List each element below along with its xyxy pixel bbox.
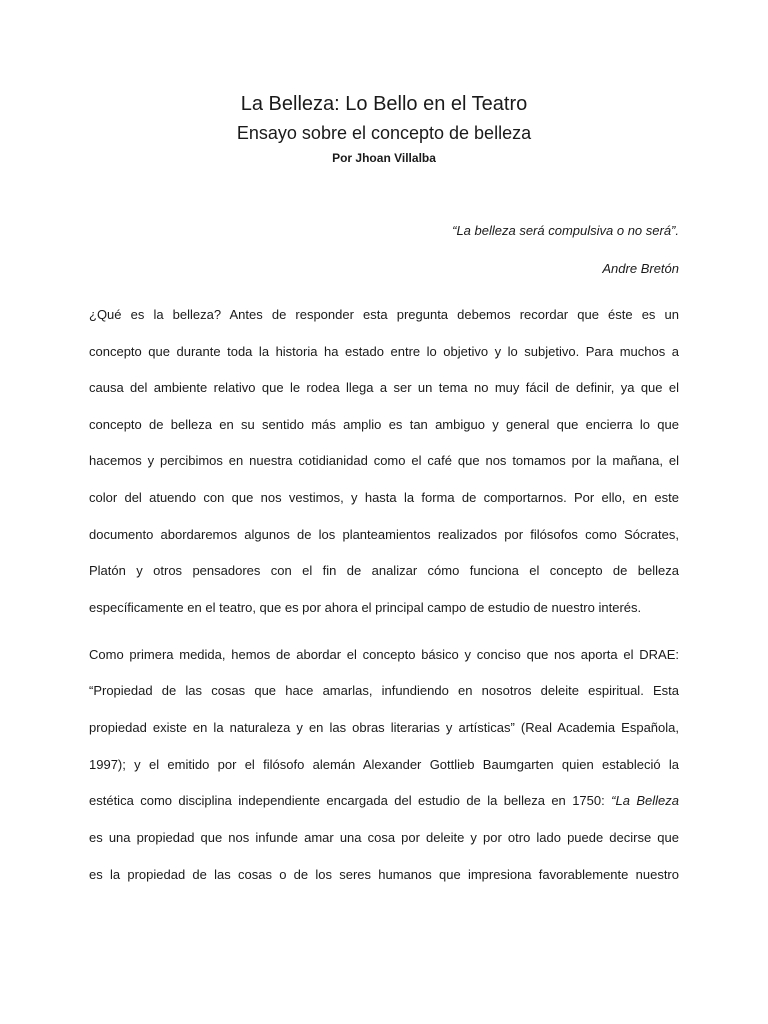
paragraph-2-line: propiedad existe en la naturaleza y en las obras literarias y artísticas” (Real Academia Española, <box>89 720 679 735</box>
epigraph-quote: “La belleza será compulsiva o no será”. <box>452 223 679 238</box>
paragraph-1-line: concepto de belleza en su sentido más amplio es tan ambiguo y general que encierra lo que <box>89 417 679 432</box>
paragraph-1-line: causa del ambiente relativo que le rodea llega a ser un tema no muy fácil de definir, ya que el <box>89 380 679 395</box>
paragraph-1-line: hacemos y percibimos en nuestra cotidianidad como el café que nos tomamos por la mañana, el <box>89 453 679 468</box>
paragraph-2-line: 1997); y el emitido por el filósofo alemán Alexander Gottlieb Baumgarten quien estableció la <box>89 757 679 772</box>
paragraph-2-line: “Propiedad de las cosas que hace amarlas, infundiendo en nosotros deleite espiritual. Esta <box>89 683 679 698</box>
document-author: Por Jhoan Villalba <box>332 151 436 165</box>
paragraph-1-line: ¿Qué es la belleza? Antes de responder esta pregunta debemos recordar que éste es un <box>89 307 679 322</box>
epigraph-attribution: Andre Bretón <box>602 261 679 276</box>
paragraph-1-line: Platón y otros pensadores con el fin de analizar cómo funciona el concepto de belleza <box>89 563 679 578</box>
paragraph-1-line: específicamente en el teatro, que es por ahora el principal campo de estudio de nuestro interés. <box>89 600 642 615</box>
paragraph-1-line: documento abordaremos algunos de los planteamientos realizados por filósofos como Sócrates, <box>89 527 679 542</box>
document-subtitle: Ensayo sobre el concepto de belleza <box>236 123 532 143</box>
paragraph-1-line: concepto que durante toda la historia ha estado entre lo objetivo y lo subjetivo. Para muchos a <box>89 344 679 359</box>
paragraph-2-line <box>89 792 679 810</box>
paragraph-2-line: Como primera medida, hemos de abordar el concepto básico y conciso que nos aporta el DRAE: <box>89 647 679 662</box>
paragraph-2-italic-line: es la propiedad de las cosas o de los seres humanos que impresiona favorablemente nuestro <box>89 867 679 882</box>
paragraph-1-line: color del atuendo con que nos vestimos, y hasta la forma de comportarnos. Por ello, en este <box>89 490 679 505</box>
paragraph-2-italic-line: es una propiedad que nos infunde amar una cosa por deleite y por otro lado puede decirse que <box>89 830 679 845</box>
document-title: La Belleza: Lo Bello en el Teatro <box>240 93 528 115</box>
paragraph-2-italic-quote: “La Belleza <box>611 793 679 808</box>
paragraph-2-text: estética como disciplina independiente encargada del estudio de la belleza en 1750: <box>89 793 612 808</box>
